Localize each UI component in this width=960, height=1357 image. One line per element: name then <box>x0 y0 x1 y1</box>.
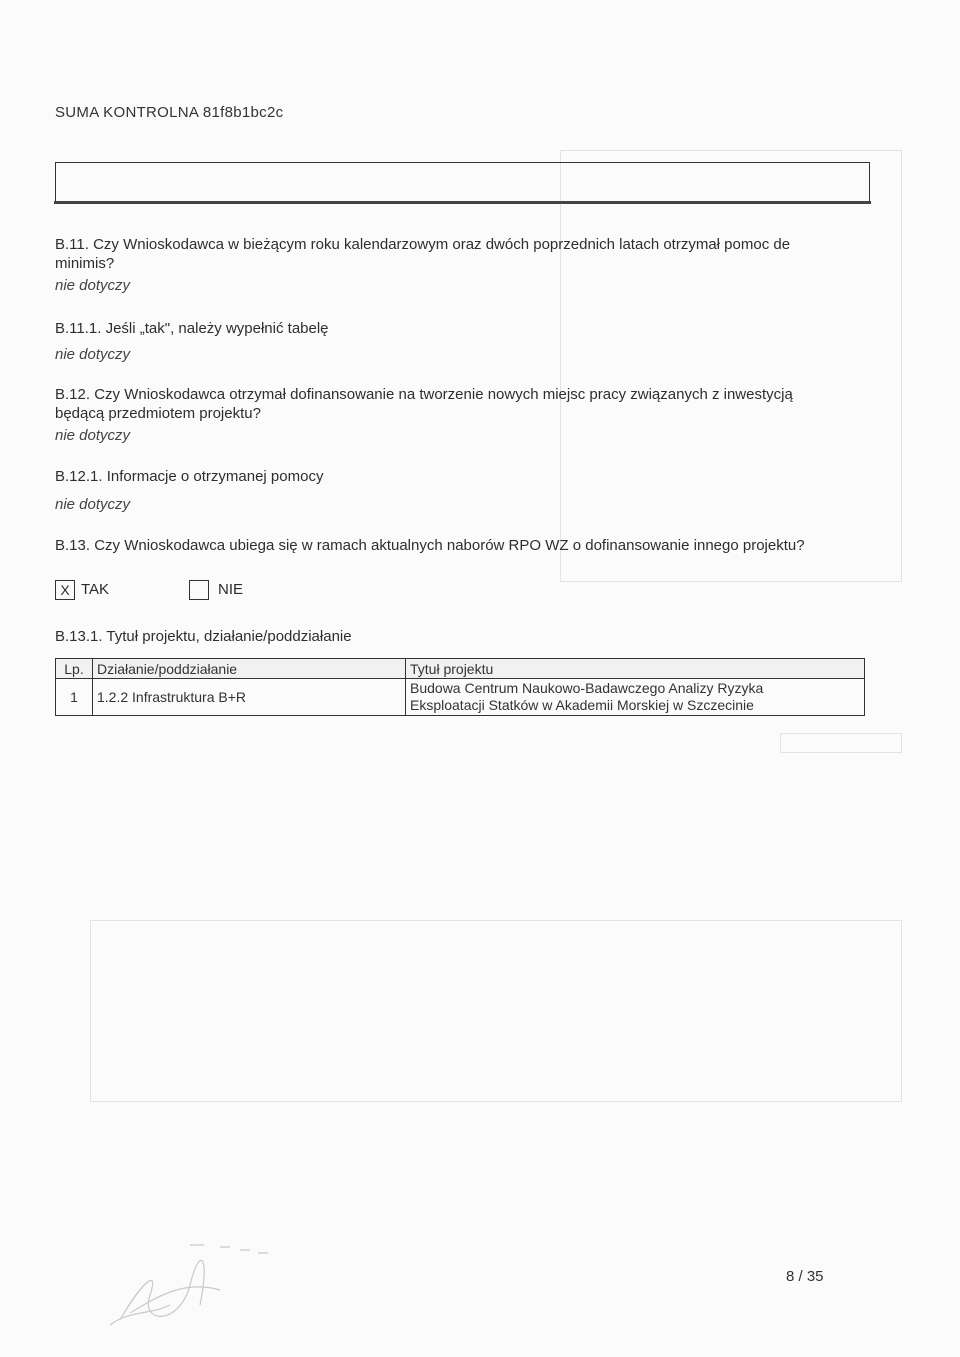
cell-dzialanie: 1.2.2 Infrastruktura B+R <box>93 679 406 716</box>
checkbox-tak[interactable]: X <box>55 580 75 600</box>
page-number: 8 / 35 <box>786 1268 824 1285</box>
cell-tytul <box>406 679 865 716</box>
answer-b11-1: nie dotyczy <box>55 346 131 363</box>
cell-lp: 1 <box>56 679 93 716</box>
header-dzialanie: Działanie/poddziałanie <box>93 659 406 679</box>
question-b11 <box>55 235 790 273</box>
checksum-box <box>55 162 870 204</box>
question-b12 <box>55 385 793 423</box>
question-b12-line1: B.12. Czy Wnioskodawca otrzymał dofinansowanie na tworzenie nowych miejsc pracy związanych z inwestycją <box>55 386 793 403</box>
question-b11-line1: B.11. Czy Wnioskodawca w bieżącym roku kalendarzowym oraz dwóch poprzednich latach otrzymał pomoc de <box>55 236 791 253</box>
bleed-through-table <box>560 150 902 582</box>
table-row <box>56 679 865 716</box>
checkbox-nie-label: NIE <box>218 581 244 598</box>
signature-stamp <box>90 1225 330 1335</box>
bleed-through-box <box>90 920 902 1102</box>
table-header-row <box>56 659 865 679</box>
question-b12-1: B.12.1. Informacje o otrzymanej pomocy <box>55 468 324 485</box>
header-tytul: Tytuł projektu <box>406 659 865 679</box>
question-b11-line2: minimis? <box>55 255 115 272</box>
question-b11-1: B.11.1. Jeśli „tak", należy wypełnić tabelę <box>55 320 329 337</box>
cell-tytul-line1: Budowa Centrum Naukowo-Badawczego Analizy Ryzyka <box>410 680 764 696</box>
checksum-label: SUMA KONTROLNA 81f8b1bc2c <box>55 104 284 121</box>
question-b13: B.13. Czy Wnioskodawca ubiega się w ramach aktualnych naborów RPO WZ o dofinansowanie innego projektu? <box>55 537 805 554</box>
header-lp: Lp. <box>56 659 93 679</box>
question-b12-line2: będącą przedmiotem projektu? <box>55 405 261 422</box>
answer-b12-1: nie dotyczy <box>55 496 131 513</box>
answer-b11: nie dotyczy <box>55 277 131 294</box>
answer-b12: nie dotyczy <box>55 427 131 444</box>
bleed-through-box <box>780 733 902 753</box>
checkbox-nie[interactable] <box>189 580 209 600</box>
checkbox-tak-label: TAK <box>81 581 110 598</box>
project-table <box>55 658 865 716</box>
cell-tytul-line2: Eksploatacji Statków w Akademii Morskiej w Szczecinie <box>410 697 754 713</box>
question-b13-1: B.13.1. Tytuł projektu, działanie/poddziałanie <box>55 628 352 645</box>
